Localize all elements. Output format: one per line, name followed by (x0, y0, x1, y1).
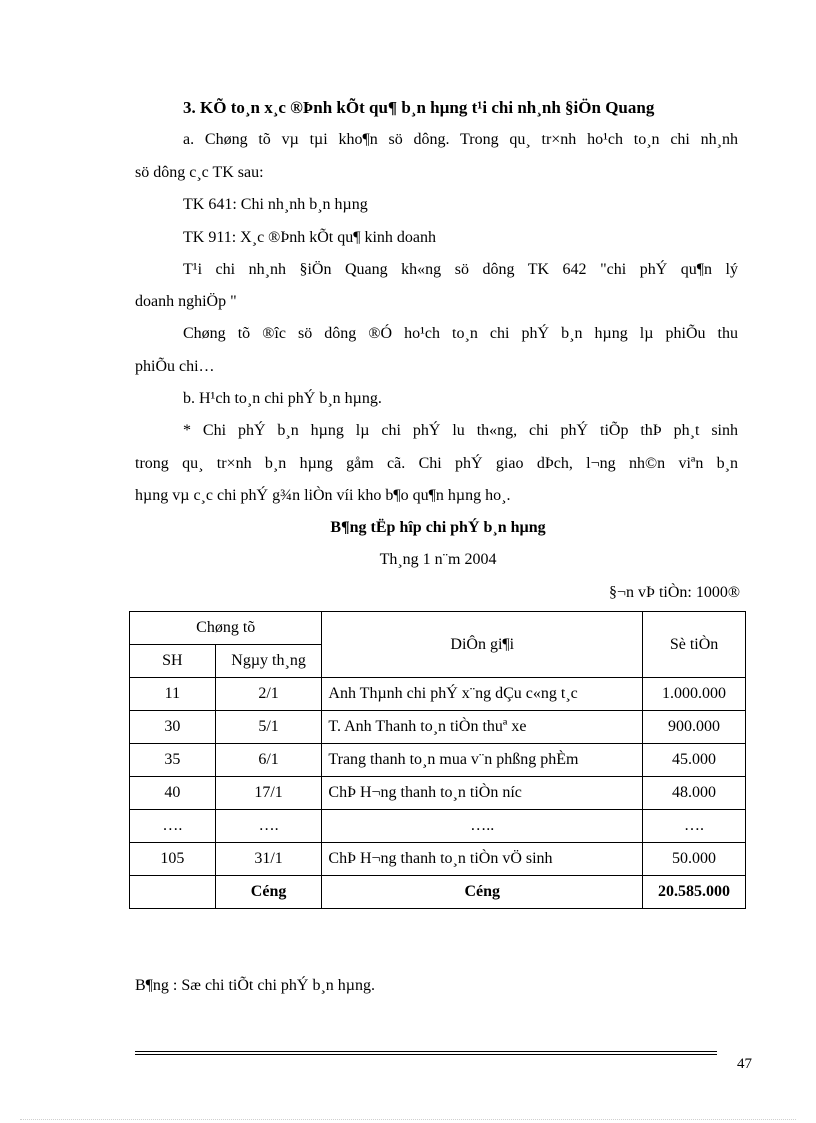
cell-sh-empty (130, 876, 216, 909)
unit-note: §¬n vÞ tiÒn: 1000® (609, 584, 740, 601)
table-row (130, 810, 746, 843)
header-amount: Sè tiÒn (643, 612, 746, 678)
table-subtitle: Th¸ng 1 n¨m 2004 (379, 551, 497, 568)
cell-sh: 40 (130, 777, 216, 810)
header-description: DiÔn gi¶i (322, 612, 643, 678)
total-amount: 20.585.000 (643, 876, 746, 909)
cell-amount: 45.000 (643, 744, 746, 777)
page-edge-divider (20, 1119, 796, 1120)
cell-sh: 35 (130, 744, 216, 777)
cell-description: ….. (322, 810, 643, 843)
tk-641-line: TK 641: Chi nh¸nh b¸n hµng (183, 196, 368, 213)
cell-description: Anh Thµnh chi phÝ x¨ng dÇu c«ng t¸c (322, 678, 643, 711)
cell-amount: 48.000 (643, 777, 746, 810)
table-row (130, 777, 746, 810)
table-row (130, 711, 746, 744)
cell-sh: …. (130, 810, 216, 843)
paragraph-chungtu-line-2: phiÕu chi… (135, 358, 215, 375)
section-heading: 3. KÕ to¸n x¸c ®Þnh kÕt qu¶ b¸n hµng t¹i chi nh¸nh §iÖn Quang (183, 98, 655, 117)
paragraph-a-line-2: sö dông c¸c TK sau: (135, 164, 264, 181)
header-date: Ngµy th¸ng (215, 645, 322, 678)
cell-description: T. Anh Thanh to¸n tiÒn thuª xe (322, 711, 643, 744)
cell-sh: 11 (130, 678, 216, 711)
cell-date: 17/1 (215, 777, 322, 810)
paragraph-star-line-3: hµng vµ c¸c chi phÝ g¾n liÒn víi kho b¶o qu¶n hµng ho¸. (135, 487, 511, 504)
cell-description: ChÞ H¬ng thanh to¸n tiÒn vÖ sinh (322, 843, 643, 876)
cell-amount: 1.000.000 (643, 678, 746, 711)
table-header-row (130, 612, 746, 645)
cell-amount: 900.000 (643, 711, 746, 744)
table-title: B¶ng tËp hîp chi phÝ b¸n hµng (330, 519, 546, 536)
footer-rule-top (135, 1051, 717, 1052)
cell-amount: 50.000 (643, 843, 746, 876)
cell-amount: …. (643, 810, 746, 843)
total-label-description: Céng (322, 876, 643, 909)
table-row (130, 678, 746, 711)
cell-date: 2/1 (215, 678, 322, 711)
cell-date: …. (215, 810, 322, 843)
footer-rule-bottom (135, 1054, 717, 1055)
paragraph-tai-line-1: T¹i chi nh¸nh §iÖn Quang kh«ng sö dông TK 642 "chi phÝ qu¶n lý (183, 261, 738, 278)
cell-date: 31/1 (215, 843, 322, 876)
cell-sh: 105 (130, 843, 216, 876)
table-row (130, 843, 746, 876)
table-row (130, 744, 746, 777)
paragraph-star-line-1: * Chi phÝ b¸n hµng lµ chi phÝ lu th«ng, chi phÝ tiÕp thÞ ph¸t sinh (183, 422, 738, 439)
page-number: 47 (737, 1056, 752, 1072)
paragraph-tai-line-2: doanh nghiÖp " (135, 293, 237, 310)
paragraph-star-line-2: trong qu¸ tr×nh b¸n hµng gåm cã. Chi phÝ giao dÞch, l¬ng nh©n viªn b¸n (135, 455, 738, 472)
table-caption: B¶ng : Sæ chi tiÕt chi phÝ b¸n hµng. (135, 977, 376, 994)
paragraph-chungtu-line-1: Chøng tõ ®îc sö dông ®Ó ho¹ch to¸n chi phÝ b¸n hµng lµ phiÕu thu (183, 325, 738, 342)
cell-sh: 30 (130, 711, 216, 744)
paragraph-a-line-1: a. Chøng tõ vµ tµi kho¶n sö dông. Trong qu¸ tr×nh ho¹ch to¸n chi nh¸nh (183, 131, 738, 148)
paragraph-b: b. H¹ch to¸n chi phÝ b¸n hµng. (183, 390, 382, 407)
cell-date: 5/1 (215, 711, 322, 744)
table-total-row (130, 876, 746, 909)
total-label-date: Céng (215, 876, 322, 909)
expense-table (129, 611, 746, 909)
cell-date: 6/1 (215, 744, 322, 777)
header-sh: SH (130, 645, 216, 678)
header-chungtu: Chøng tõ (130, 612, 322, 645)
tk-911-line: TK 911: X¸c ®Þnh kÕt qu¶ kinh doanh (183, 229, 437, 246)
cell-description: ChÞ H¬ng thanh to¸n tiÒn níc (322, 777, 643, 810)
cell-description: Trang thanh to¸n mua v¨n phßng phÈm (322, 744, 643, 777)
